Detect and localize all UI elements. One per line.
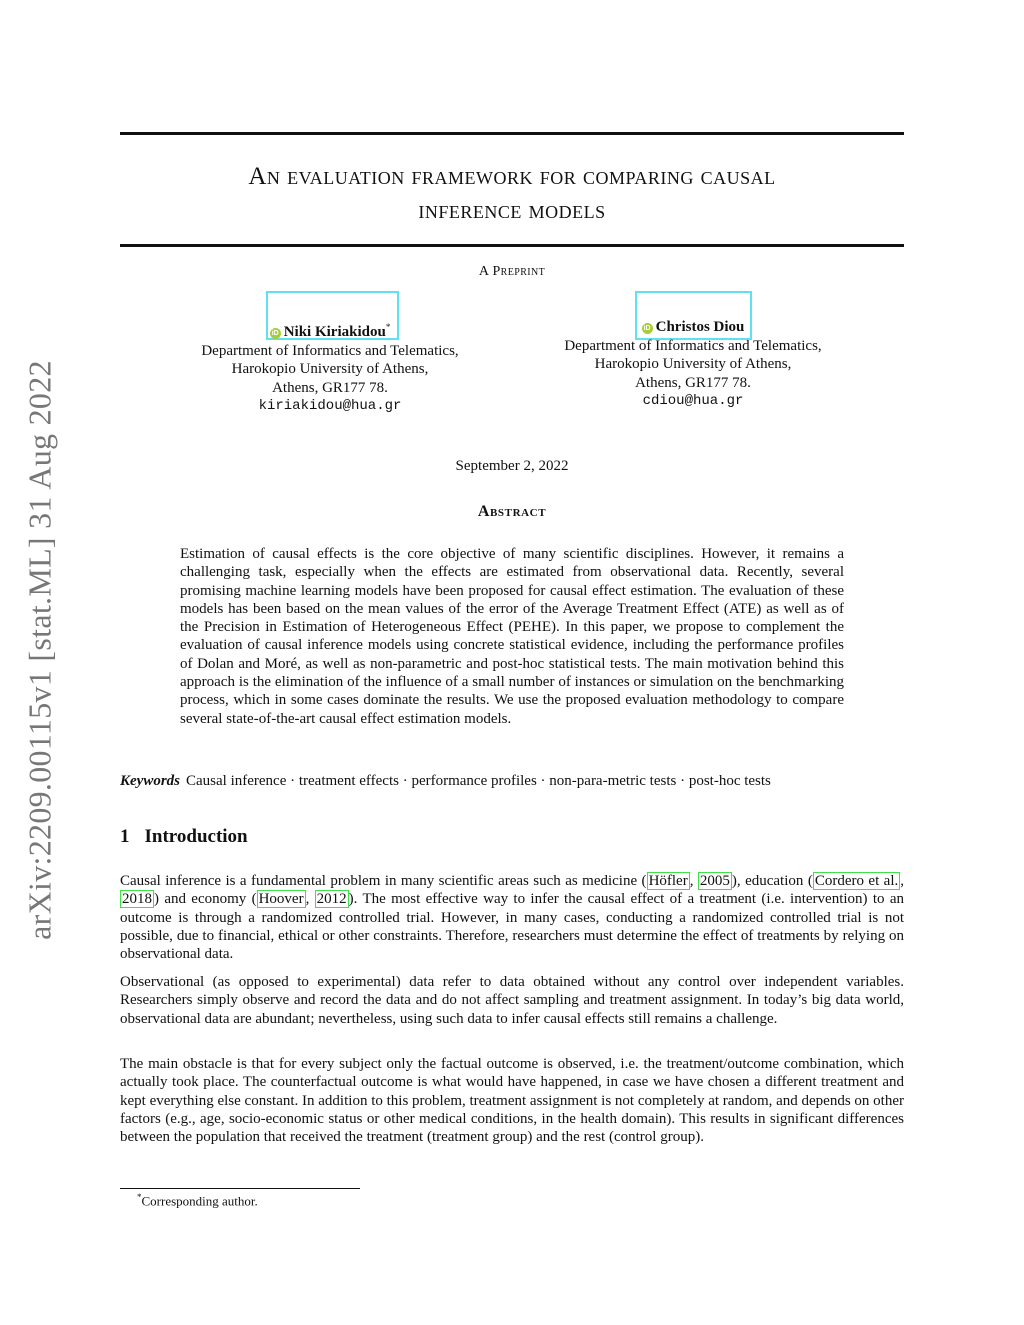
citation-hoover-year[interactable]: 2012: [316, 891, 347, 908]
section-number: 1: [120, 826, 130, 847]
author-university: Harokopio University of Athens,: [594, 356, 792, 372]
citation-separator: ,: [900, 873, 904, 889]
keywords-label: Keywords: [120, 773, 180, 789]
citation-hofler-year[interactable]: 2005: [699, 873, 730, 889]
citation-separator: ,: [689, 873, 698, 889]
author-city: Athens, GR177 78.: [635, 374, 751, 391]
paragraph-2: Observational (as opposed to experimental) data refer to data obtained without any control over independent variables. Researchers simply observe and record the data and do not affect sampling and treatment assignment. In today’s big data world, observational data are abundant; nevertheless, using such data to infer causal effects still remains a challenge.: [120, 974, 904, 1027]
author-email[interactable]: kiriakidou@hua.gr: [258, 398, 402, 414]
preprint-label: A Preprint: [478, 264, 546, 279]
author-affiliation: Department of Informatics and Telematics,: [201, 342, 459, 359]
author-name[interactable]: Christos Diou: [655, 319, 745, 335]
paragraph-1: [120, 872, 904, 963]
footnote: [137, 1192, 258, 1209]
keywords-list: Causal inference · treatment effects · performance profiles · non-para-metric tests · post-hoc tests: [186, 773, 771, 789]
citation-separator: ,: [305, 891, 315, 908]
citation-cordero-year[interactable]: 2018: [122, 891, 152, 908]
author-footnote-mark: *: [385, 322, 391, 332]
abstract-heading: Abstract: [477, 503, 547, 520]
author-block-2: [533, 318, 853, 411]
paper-title-line1: An evaluation framework for comparing causal: [248, 163, 776, 190]
author-affiliation: Department of Informatics and Telematics,: [564, 337, 822, 354]
orcid-icon[interactable]: iD: [643, 325, 651, 332]
paragraph-text: ) and economy (: [154, 891, 257, 908]
paragraph-text: ), education (: [731, 873, 813, 889]
arxiv-identifier: arXiv:2209.00115v1 [stat.ML] 31 Aug 2022: [21, 360, 58, 940]
footnote-rule: [120, 1188, 360, 1189]
section-heading: [120, 826, 248, 848]
paper-title: [120, 160, 904, 228]
citation-cordero-author[interactable]: Cordero et al.: [814, 873, 899, 889]
section-title: Introduction: [144, 826, 248, 847]
paragraph-3: The main obstacle is that for every subject only the factual outcome is observed, i.e. the treatment/outcome combination, which actually took place. The counterfactual outcome is what would have happened, in case we have chosen a different treatment and kept everything else constant. In addition to this problem, treatment assignment is not completely at random, and depends on other factors (e.g., age, socio-economic status or other medical conditions, in the health domain). This results in significant differences between the population that received the treatment (treatment group) and the rest (control group).: [120, 1056, 904, 1146]
author-email[interactable]: cdiou@hua.gr: [642, 393, 744, 409]
footnote-mark: *: [137, 1192, 142, 1202]
keywords-line: [120, 773, 771, 790]
title-top-rule: [120, 132, 904, 135]
author-city: Athens, GR177 78.: [272, 379, 388, 396]
title-bottom-rule: [120, 244, 904, 247]
footnote-text: Corresponding author.: [141, 1193, 258, 1209]
orcid-icon[interactable]: iD: [271, 330, 279, 337]
citation-hoover-author[interactable]: Hoover: [258, 891, 304, 908]
citation-hofler-author[interactable]: Höfler: [648, 873, 688, 889]
abstract-text: Estimation of causal effects is the core objective of many scientific disciplines. However, it remains a challenging task, especially when the effects are estimated from observational data. Recently, several promising machine learning models have been proposed for causal effect estimation. The evaluation of these models has been based on the mean values of the error of the Average Treatment Effect (ATE) as well as of the Precision in Estimation of Heterogeneous Effect (PEHE). In this paper, we propose to complement the evaluation of causal inference models using concrete statistical evidence, including the performance profiles of Dolan and Moré, as well as non-parametric and post-hoc statistical tests. The main motivation behind this approach is the elimination of the influence of a small number of instances or simulation on the benchmarking process, which in some cases dominate the results. We use the proposed evaluation methodology to compare several state-of-the-art causal effect estimation models.: [180, 546, 844, 727]
author-university: Harokopio University of Athens,: [231, 361, 429, 377]
author-name[interactable]: Niki Kiriakidou: [283, 324, 386, 340]
paper-title-line2: inference models: [418, 197, 606, 224]
author-block-1: [170, 318, 490, 416]
publication-date: September 2, 2022: [455, 458, 569, 474]
paragraph-text: Causal inference is a fundamental problem in many scientific areas such as medicine (: [120, 873, 647, 889]
paragraph-text: ). The most effective way to infer the causal effect of a treatment (i.e. intervention) to an outcome is through a randomized controlled trial. However, in many cases, conducting a randomized controlled trial is not possible, due to financial, ethical or other constraints. Therefore, researchers must determine the effect of treatments by relying on observational data.: [120, 891, 904, 963]
